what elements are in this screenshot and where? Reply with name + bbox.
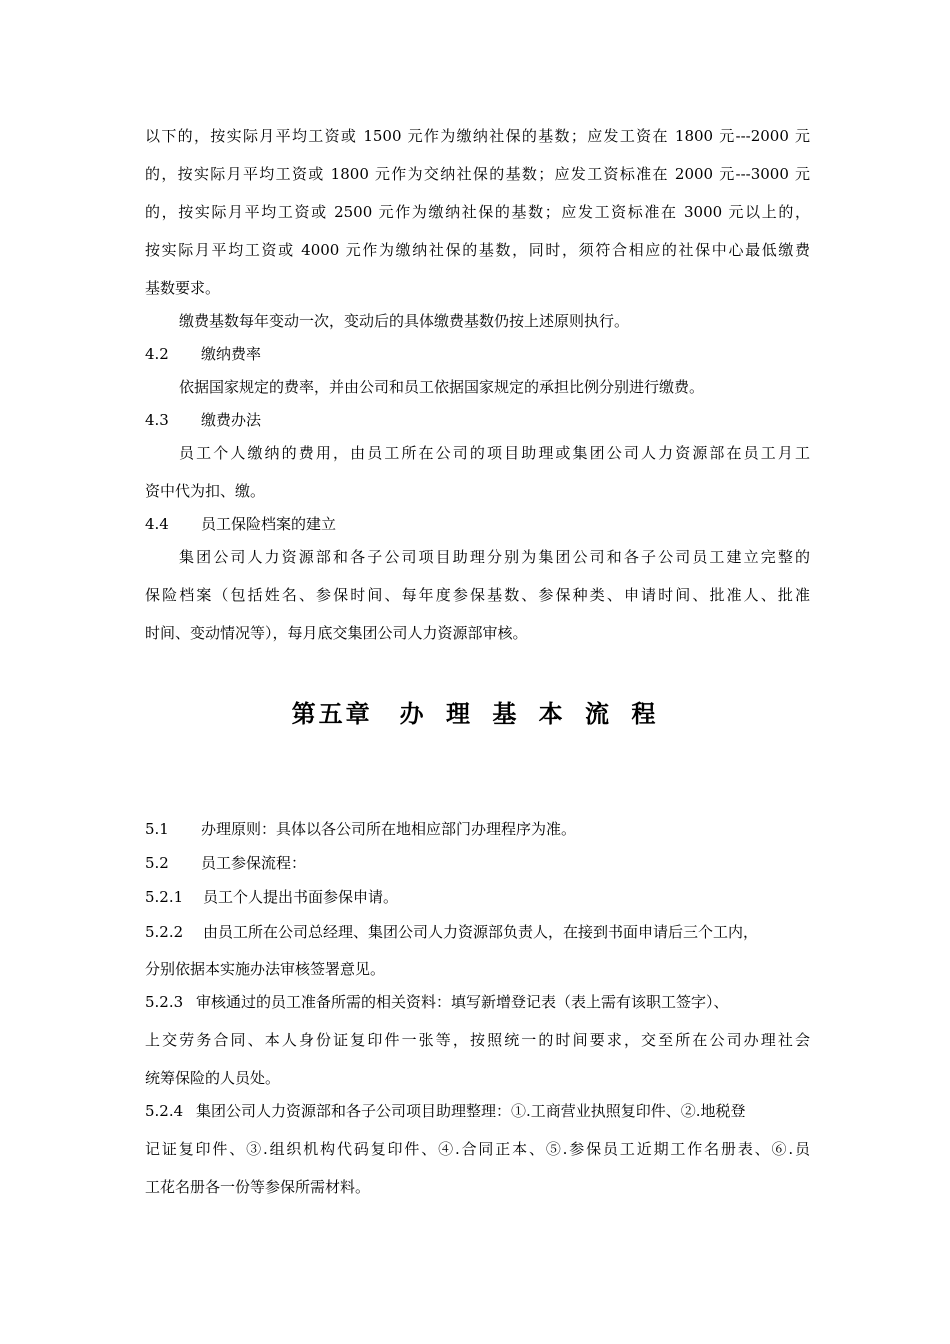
- section-number: 5.2: [145, 854, 169, 872]
- chapter-title: 第五章 办 理 基 本 流 程: [291, 700, 659, 728]
- section-number: 5.2.3: [145, 993, 184, 1011]
- paragraph-line: 上交劳务合同、本人身份证复印件一张等，按照统一的时间要求，交至所在公司办理社会: [145, 1031, 810, 1049]
- paragraph-line: 记证复印件、③.组织机构代码复印件、④.合同正本、⑤.参保员工近期工作名册表、⑥.员: [145, 1140, 810, 1158]
- section-5-2: [145, 852, 810, 874]
- paragraph-line: 集团公司人力资源部和各子公司项目助理分别为集团公司和各子公司员工建立完整的: [179, 548, 810, 566]
- paragraph-line: 工花名册各一份等参保所需材料。: [145, 1178, 371, 1196]
- paragraph-line: 基数要求。: [145, 279, 221, 297]
- section-title: 缴纳费率: [201, 345, 262, 363]
- paragraph-line: 按实际月平均工资或 4000 元作为缴纳社保的基数，同时，须符合相应的社保中心最低缴费: [145, 241, 810, 259]
- section-number: 4.4: [145, 515, 169, 533]
- section-heading-4-4: [145, 513, 810, 535]
- section-number: 4.3: [145, 411, 169, 429]
- paragraph-line: 缴费基数每年变动一次，变动后的具体缴费基数仍按上述原则执行。: [179, 312, 630, 330]
- section-text: 办理原则：具体以各公司所在地相应部门办理程序为准。: [201, 820, 577, 838]
- section-title: 员工保险档案的建立: [201, 515, 337, 533]
- section-5-2-4: [145, 1100, 810, 1122]
- section-text: 员工个人提出书面参保申请。: [203, 888, 399, 906]
- paragraph-line: 的，按实际月平均工资或 2500 元作为缴纳社保的基数；应发工资标准在 3000 元以上的，: [145, 203, 810, 221]
- section-heading-4-3: [145, 409, 810, 431]
- section-5-2-3: [145, 991, 810, 1013]
- paragraph-line: 分别依据本实施办法审核签署意见。: [145, 960, 386, 978]
- section-5-2-1: [145, 886, 810, 908]
- section-text: 员工参保流程：: [201, 854, 307, 872]
- section-text: 由员工所在公司总经理、集团公司人力资源部负责人，在接到书面申请后三个工内，: [203, 923, 759, 941]
- section-number: 5.2.4: [145, 1102, 184, 1120]
- section-5-1: [145, 818, 810, 840]
- section-heading-4-2: [145, 343, 810, 365]
- paragraph-line: 的，按实际月平均工资或 1800 元作为交纳社保的基数；应发工资标准在 2000 元---3000 元: [145, 165, 810, 183]
- paragraph-line: 依据国家规定的费率，并由公司和员工依据国家规定的承担比例分别进行缴费。: [179, 378, 705, 396]
- section-text: 审核通过的员工准备所需的相关资料：填写新增登记表（表上需有该职工签字）、: [196, 993, 729, 1011]
- paragraph-line: 保险档案（包括姓名、参保时间、每年度参保基数、参保种类、申请时间、批准人、批准: [145, 586, 810, 604]
- paragraph-line: 员工个人缴纳的费用，由员工所在公司的项目助理或集团公司人力资源部在员工月工: [179, 444, 810, 462]
- section-5-2-2: [145, 921, 810, 943]
- paragraph-line: 以下的，按实际月平均工资或 1500 元作为缴纳社保的基数；应发工资在 1800 元---2000 元: [145, 127, 810, 145]
- section-number: 5.2.2: [145, 923, 184, 941]
- section-number: 4.2: [145, 345, 169, 363]
- section-text: 集团公司人力资源部和各子公司项目助理整理：①.工商营业执照复印件、②.地税登: [196, 1102, 746, 1120]
- paragraph-line: 时间、变动情况等），每月底交集团公司人力资源部审核。: [145, 624, 528, 642]
- section-title: 缴费办法: [201, 411, 262, 429]
- section-number: 5.2.1: [145, 888, 184, 906]
- paragraph-line: 统筹保险的人员处。: [145, 1069, 281, 1087]
- section-number: 5.1: [145, 820, 169, 838]
- paragraph-line: 资中代为扣、缴。: [145, 482, 266, 500]
